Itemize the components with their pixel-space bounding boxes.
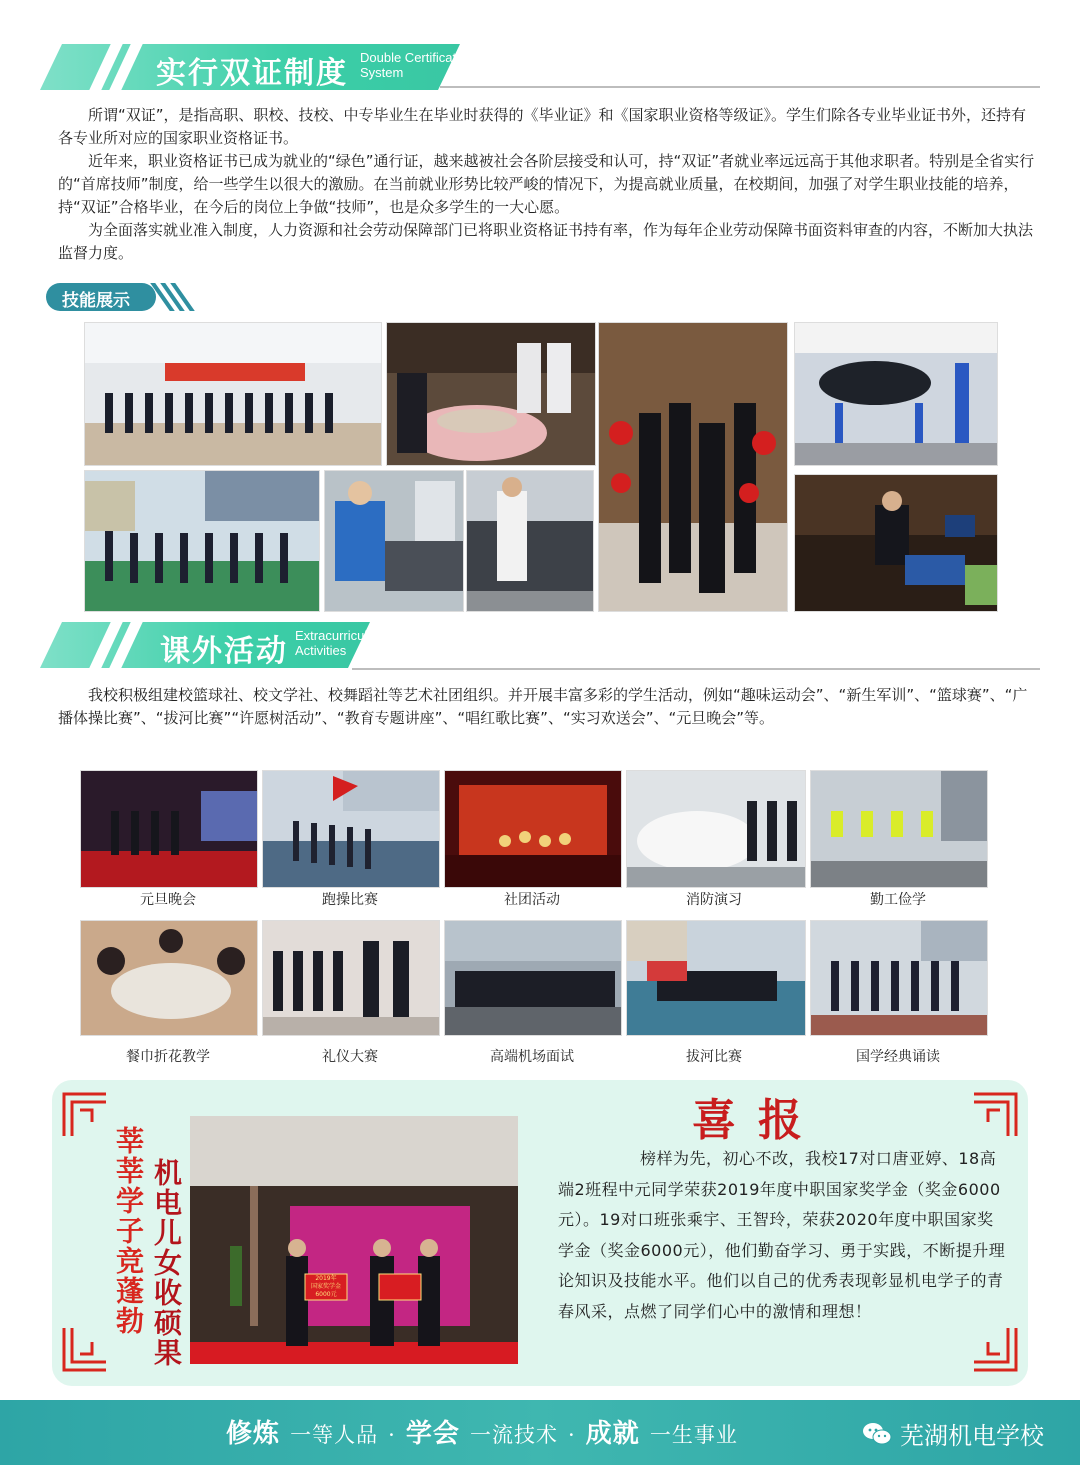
slogan-separator: ·	[568, 1423, 576, 1447]
slogan-word: 修炼	[226, 1419, 281, 1449]
corner-ornament-icon	[972, 1326, 1018, 1372]
activity-photo	[444, 920, 622, 1036]
section-title-en-line2: System	[360, 65, 404, 80]
corner-ornament-icon	[972, 1092, 1018, 1138]
award-board-line: 2019年	[315, 1275, 337, 1282]
paragraph: 为全面落实就业准入制度，人力资源和社会劳动保障部门已将职业资格证书持有率，作为每年企业劳动保障书面资料审查的内容，不断加大执法监督力度。	[58, 221, 1034, 262]
activity-caption: 勤工俭学	[870, 892, 926, 908]
activity-caption: 礼仪大赛	[322, 1049, 378, 1065]
award-vertical-slogan: 机电儿女收硕果	[150, 1158, 183, 1368]
skills-photo-workshop	[324, 470, 464, 612]
skills-photo-table-setting	[386, 322, 596, 466]
section-title-en-line1: Double Certificate	[360, 50, 464, 65]
activity-caption: 高端机场面试	[490, 1049, 574, 1065]
activity-caption: 拔河比赛	[686, 1049, 742, 1065]
activity-photo	[626, 920, 806, 1036]
section-title-cn: 实行双证制度	[156, 56, 348, 91]
section-divider	[440, 86, 1040, 88]
skills-photo-car-engine	[466, 470, 594, 612]
skills-photo-etiquette	[84, 322, 382, 466]
award-ceremony-photo	[190, 1116, 518, 1364]
activity-photo	[262, 920, 440, 1036]
slogan-word: 成就	[585, 1419, 640, 1449]
paragraph: 我校积极组建校篮球社、校文学社、校舞蹈社等艺术社团组织。并开展丰富多彩的学生活动，例如“趣味运动会”、“新生军训”、“篮球赛”、“广播体操比赛”、“拔河比赛”“许愿树活动”、“教育专题讲座”、“唱红歌比赛”、“实习欢送会”、“元旦晚会”等。	[58, 686, 1028, 727]
skills-photo-car-lift	[794, 322, 998, 466]
footer-slogan-bar	[0, 1400, 1080, 1465]
wechat-icon	[862, 1421, 892, 1447]
activity-caption: 餐巾折花教学	[126, 1049, 210, 1065]
award-text: 榜样为先，初心不改，我校17对口唐亚婷、18高端2班程中元同学荣获2019年度中职国家奖学金（奖金6000元）。19对口班张乘宇、王智玲，荣获2020年度中职国家奖学金（奖金6000元），他们勤奋学习、勇于实践，不断提升理论知识及技能水平。他们以自己的优秀表现彰显机电学子的青春风采，点燃了同学们心中的激情和理想！	[558, 1149, 1006, 1321]
footer-slogan	[226, 1413, 738, 1450]
slogan-word: 一流技术	[469, 1423, 558, 1447]
paragraph: 所谓“双证”，是指高职、职校、技校、中专毕业生在毕业时获得的《毕业证》和《国家职业资格等级证》。学生们除各专业毕业证书外，还持有各专业所对应的国家职业资格证书。	[58, 106, 1027, 147]
slogan-word: 一等人品	[290, 1423, 379, 1447]
slogan-word: 学会	[405, 1419, 460, 1449]
section-title-en	[360, 50, 463, 80]
activity-caption: 社团活动	[504, 892, 560, 908]
section-banner-double-certificate	[40, 44, 470, 94]
wechat-watermark	[862, 1416, 1044, 1451]
section-title-en-line2: Activities	[295, 643, 347, 658]
skills-photo-front-desk	[794, 474, 998, 612]
section-title-en-line1: Extracurricular	[295, 628, 379, 643]
award-vertical-slogan: 莘莘学子竞蓬勃	[112, 1126, 145, 1336]
activity-photo	[80, 770, 258, 888]
activity-photo	[810, 920, 988, 1036]
slogan-word: 一生事业	[649, 1423, 738, 1447]
section-title-en	[295, 628, 379, 658]
section-divider	[352, 668, 1040, 670]
activity-photo	[626, 770, 806, 888]
activity-caption: 跑操比赛	[322, 892, 378, 908]
award-board	[306, 1275, 346, 1299]
activity-caption: 消防演习	[686, 892, 742, 908]
watermark-text: 芜湖机电学校	[900, 1422, 1044, 1450]
skills-photo-lanterns	[598, 322, 788, 612]
award-board-line: 国家奖学金	[310, 1283, 341, 1290]
activity-photo	[80, 920, 258, 1036]
section-title-cn: 课外活动	[160, 634, 288, 669]
skills-photo-outdoor-formation	[84, 470, 320, 612]
activity-caption: 国学经典诵读	[856, 1049, 940, 1065]
corner-ornament-icon	[62, 1092, 108, 1138]
skills-label-text: 技能展示	[62, 291, 130, 311]
activity-caption: 元旦晚会	[140, 892, 196, 908]
award-board-line: 6000元	[315, 1291, 337, 1298]
corner-ornament-icon	[62, 1326, 108, 1372]
activity-photo	[262, 770, 440, 888]
slogan-separator: ·	[388, 1423, 396, 1447]
activity-photo	[444, 770, 622, 888]
paragraph: 近年来，职业资格证书已成为就业的“绿色”通行证，越来越被社会各阶层接受和认可，持“双证”者就业率远远高于其他求职者。特别是全省实行的“首席技师”制度，给一些学生以很大的激励。在当前就业形势比较严峻的情况下，为提高就业质量，在校期间，加强了对学生职业技能的培养，持“双证”合格毕业，在今后的岗位上争做“技师”，也是众多学生的一大心愿。	[58, 152, 1035, 216]
award-headline: 喜报	[692, 1095, 824, 1146]
activity-photo	[810, 770, 988, 888]
skills-label	[46, 283, 186, 311]
section-banner-extracurricular	[40, 622, 380, 672]
